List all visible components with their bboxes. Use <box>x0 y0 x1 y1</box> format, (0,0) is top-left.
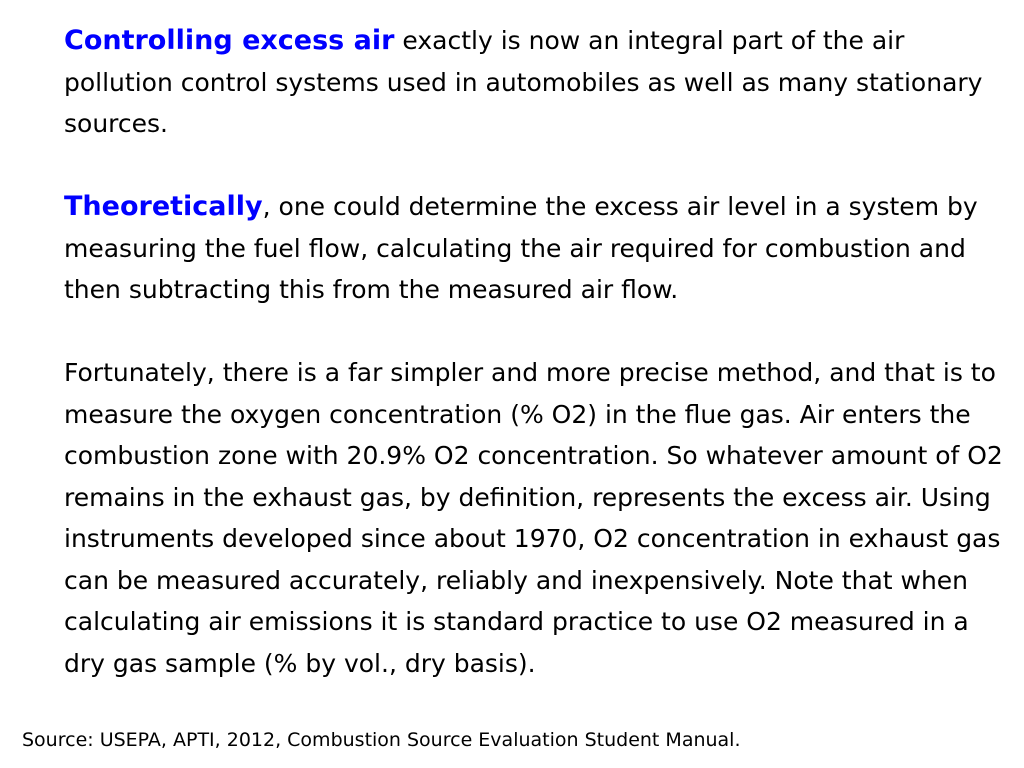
slide-body <box>64 20 1004 684</box>
source-citation: Source: USEPA, APTI, 2012, Combustion Source Evaluation Student Manual. <box>22 729 741 751</box>
lead-term-controlling-excess-air: Controlling excess air <box>64 25 395 56</box>
paragraph-text: , one could determine the excess air level in a system by measuring the fuel flow, calculating the air required for combustion and then subtracting this from the measured air flow. <box>64 192 978 304</box>
paragraph-text: Fortunately, there is a far simpler and more precise method, and that is to measure the oxygen concentration (% O2) in the flue gas. Air enters the combustion zone with 20.9% O2 concentration. So whatever amount of O2 remains in the exhaust gas, by definition, represents the excess air. Using instruments developed since about 1970, O2 concentration in exhaust gas can be measured accurately, reliably and inexpensively. Note that when calculating air emissions it is standard practice to use O2 measured in a dry gas sample (% by vol., dry basis). <box>64 358 1003 678</box>
lead-term-theoretically: Theoretically <box>64 191 263 222</box>
paragraph-theoretically <box>64 186 1004 311</box>
paragraph-fortunately <box>64 352 1004 684</box>
paragraph-text: exactly is now an integral part of the air pollution control systems used in automobiles as well as many stationary sources. <box>64 26 983 138</box>
paragraph-excess-air <box>64 20 1004 145</box>
